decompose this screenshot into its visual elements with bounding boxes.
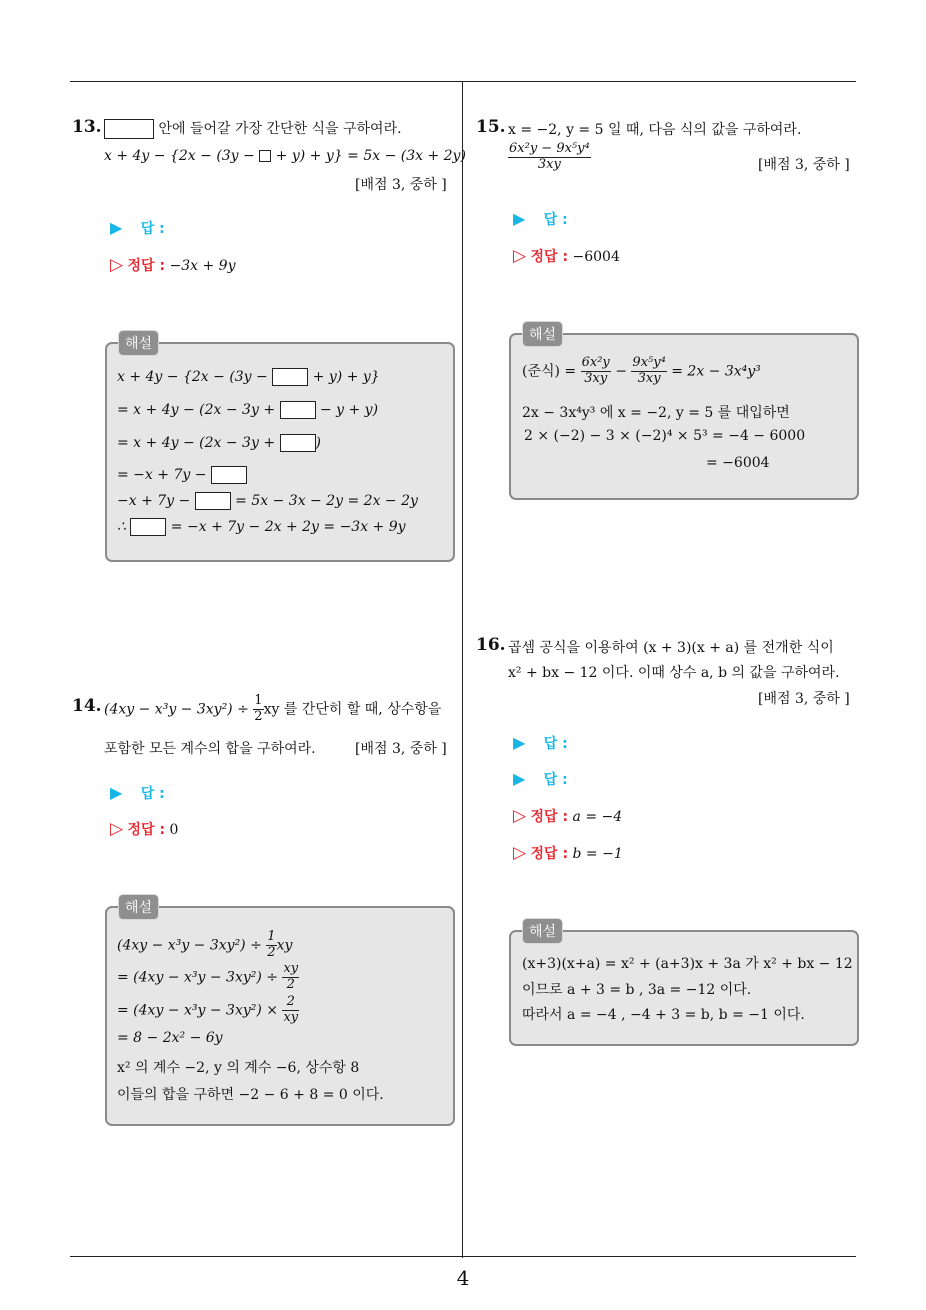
solution-line: 따라서 a = −4 , −4 + 3 = b, b = −1 이다.	[522, 1007, 805, 1023]
blank-box	[280, 401, 316, 419]
question-number: 14.	[72, 696, 102, 716]
play-triangle-icon: ▶	[513, 209, 526, 228]
score-label: [배점 3, 중하 ]	[355, 741, 447, 757]
question-prompt-line2: 포함한 모든 계수의 합을 구하여라.	[104, 741, 316, 757]
score-label: [배점 3, 중하 ]	[758, 157, 850, 173]
question-number: 13.	[72, 117, 102, 137]
answer-prompt: ▶ 답 :	[110, 783, 165, 802]
question-number: 15.	[476, 117, 506, 137]
solution-line: −x + 7y − = 5x − 3x − 2y = 2x − 2y	[117, 493, 418, 509]
explanation-tag: 해설	[522, 321, 563, 347]
play-triangle-icon: ▶	[513, 769, 526, 788]
solution-line: (4xy − x³y − 3xy²) ÷ $\frac{1}{2}$ xy	[117, 929, 293, 960]
solution-line: ∴ = −x + 7y − 2x + 2y = −3x + 9y	[117, 519, 406, 535]
score-label: [배점 3, 중하 ]	[355, 177, 447, 193]
correct-answer: ▷ 정답 : −6004	[513, 246, 620, 266]
answer-prompt: ▶ 답 :	[513, 769, 568, 788]
column-divider	[462, 82, 463, 1258]
blank-box	[280, 434, 316, 452]
solution-line: = 8 − 2x² − 6y	[117, 1030, 223, 1046]
blank-box	[130, 518, 166, 536]
hollow-triangle-icon: ▷	[110, 819, 124, 839]
answer-prompt: ▶ 답 :	[513, 209, 568, 228]
question-prompt-line2: x² + bx − 12 이다. 이때 상수 a, b 의 값을 구하여라.	[508, 665, 840, 681]
blank-box	[195, 492, 231, 510]
explanation-tag: 해설	[522, 918, 563, 944]
question-prompt: 곱셈 공식을 이용하여 (x + 3)(x + a) 를 전개한 식이	[508, 640, 834, 656]
answer-blank-box	[104, 119, 154, 139]
play-triangle-icon: ▶	[110, 783, 123, 802]
hollow-triangle-icon: ▷	[513, 806, 527, 826]
question-expression: x + 4y − {2x − (3y − + y) + y} = 5x − (3x + 2y)	[104, 148, 466, 164]
answer-prompt: ▶ 답 :	[110, 218, 165, 237]
question-prompt: 안에 들어갈 가장 간단한 식을 구하여라.	[104, 118, 402, 139]
solution-line: = −x + 7y −	[117, 466, 247, 484]
solution-line: 2x − 3x⁴y³ 에 x = −2, y = 5 를 대입하면	[522, 405, 790, 421]
correct-answer: ▷ 정답 : −3x + 9y	[110, 255, 236, 275]
hollow-triangle-icon: ▷	[513, 246, 527, 266]
play-triangle-icon: ▶	[110, 218, 123, 237]
question-prompt: x = −2, y = 5 일 때, 다음 식의 값을 구하여라.	[508, 122, 802, 138]
solution-line: (준식) = $\frac{\text{6x²y}}{3xy}$ − $\frac{\text{9x⁵y⁴}}{3xy}$ = 2x − 3x⁴y³	[522, 355, 761, 386]
correct-answer: ▷ 정답 : a = −4	[513, 806, 623, 826]
solution-line: = (4xy − x³y − 3xy²) × $\frac{2}{xy}$	[117, 994, 299, 1025]
play-triangle-icon: ▶	[513, 733, 526, 752]
solution-line: 이므로 a + 3 = b , 3a = −12 이다.	[522, 982, 752, 998]
explanation-tag: 해설	[118, 330, 159, 356]
explanation-tag: 해설	[118, 894, 159, 920]
top-rule	[70, 81, 856, 82]
solution-line: 2 × (−2) − 3 × (−2)⁴ × 5³ = −4 − 6000	[524, 428, 806, 444]
solution-line: (x+3)(x+a) = x² + (a+3)x + 3a 가 x² + bx − 12	[522, 956, 853, 972]
hollow-triangle-icon: ▷	[513, 843, 527, 863]
solution-line: = −6004	[706, 455, 770, 471]
solution-line: x + 4y − {2x − (3y − + y) + y}	[117, 369, 380, 385]
solution-line: = x + 4y − (2x − 3y + )	[117, 435, 321, 451]
page-number: 4	[456, 1266, 470, 1290]
blank-square-icon	[259, 150, 271, 162]
solution-line: = x + 4y − (2x − 3y + − y + y)	[117, 402, 379, 418]
answer-prompt: ▶ 답 :	[513, 733, 568, 752]
solution-line: = (4xy − x³y − 3xy²) ÷ $\frac{xy}{2}$	[117, 961, 299, 992]
question-number: 16.	[476, 635, 506, 655]
question-expression: (4xy − x³y − 3xy²) ÷ $\frac{1}{2}$ xy 를 간단히 할 때, 상수항을	[104, 693, 442, 724]
correct-answer: ▷ 정답 : b = −1	[513, 843, 623, 863]
solution-line: x² 의 계수 −2, y 의 계수 −6, 상수항 8	[117, 1060, 360, 1076]
score-label: [배점 3, 중하 ]	[758, 691, 850, 707]
hollow-triangle-icon: ▷	[110, 255, 124, 275]
blank-box	[272, 368, 308, 386]
question-expression: $\frac{\text{6x²y − 9x⁵y⁴}}{3xy}$	[509, 141, 590, 172]
bottom-rule	[70, 1256, 856, 1257]
blank-box	[211, 466, 247, 484]
correct-answer: ▷ 정답 : 0	[110, 819, 179, 839]
solution-line: 이들의 합을 구하면 −2 − 6 + 8 = 0 이다.	[117, 1087, 384, 1103]
